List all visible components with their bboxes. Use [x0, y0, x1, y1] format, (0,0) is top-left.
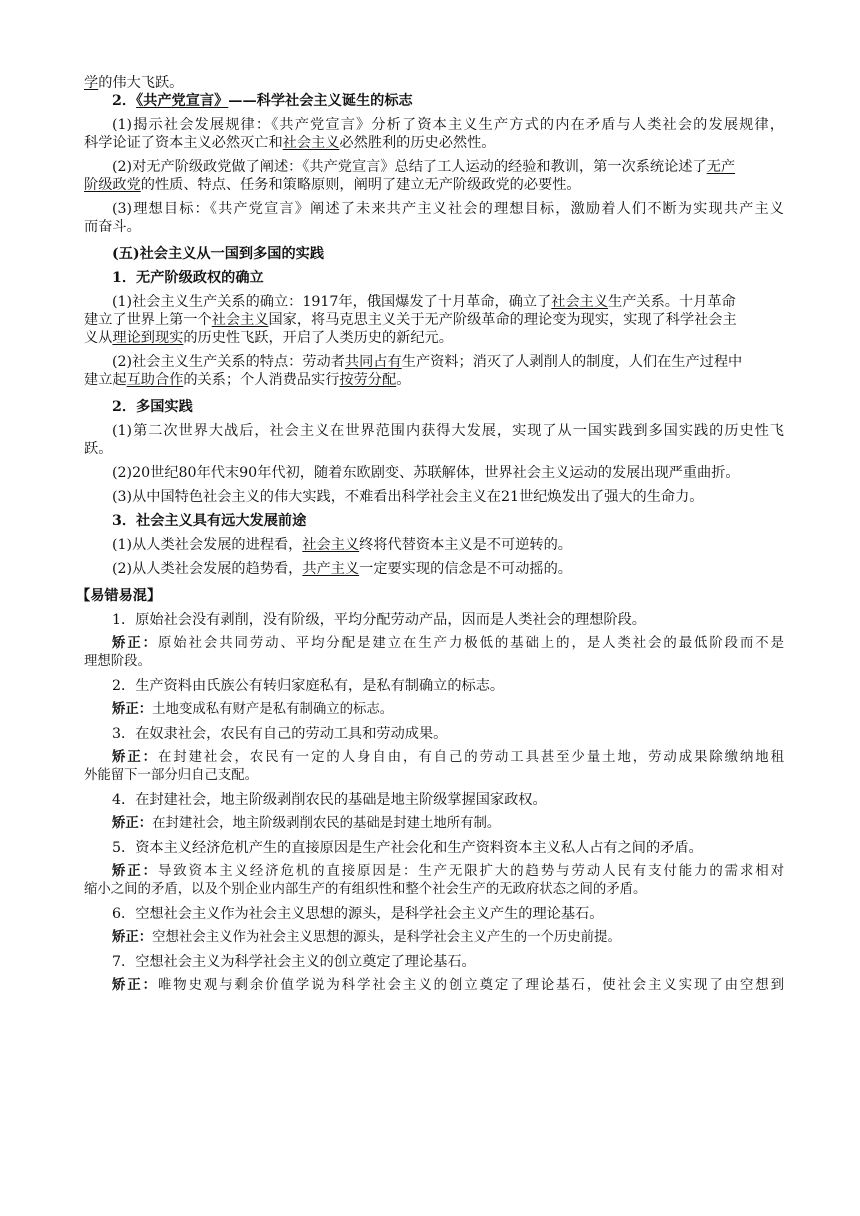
- text-span: 建立了世界上第一个: [84, 312, 212, 328]
- text-span: 2．: [112, 93, 137, 109]
- text-span: (1)社会主义生产关系的确立：1917年，俄国爆发了十月革命，确立了: [112, 294, 552, 310]
- text-line: [84, 134, 784, 152]
- text-line: 4．在封建社会，地主阶级剥削农民的基础是地主阶级掌握国家政权。: [112, 792, 547, 808]
- text-line: [84, 329, 784, 347]
- underlined-term: 社会主义: [551, 294, 609, 310]
- text-line: [84, 311, 784, 329]
- text-line: (2)20世纪80年代末90年代初，随着东欧剧变、苏联解体，世界社会主义运动的发展出现严重曲折。: [112, 465, 740, 481]
- text-line: 跃。: [84, 441, 113, 457]
- text-line: (1)第二次世界大战后，社会主义在世界范围内获得大发展，实现了从一国实践到多国实践的历史性飞: [112, 423, 784, 439]
- underlined-term: 共同占有: [344, 354, 402, 370]
- underlined-term: 共产主义: [302, 561, 360, 577]
- correction-label: 矫正：: [112, 864, 158, 879]
- correction-line: [84, 863, 784, 881]
- text-span: ——科学社会主义诞生的标志: [228, 93, 413, 109]
- text-span: 在封建社会，地主阶级剥削农民的基础是封建土地所有制。: [152, 816, 501, 831]
- text-span: 土地变成私有财产是私有制确立的标志。: [152, 702, 394, 717]
- underlined-term: 学: [84, 75, 99, 91]
- correction-line: [84, 701, 784, 719]
- text-span: 的关系；个人消费品实行: [183, 372, 340, 388]
- text-line: [84, 176, 784, 194]
- document-page: [76, 74, 785, 995]
- text-line: [84, 293, 784, 311]
- text-line: 5．资本主义经济危机产生的直接原因是生产社会化和生产资料资本主义私人占有之间的矛盾。: [112, 840, 703, 856]
- text-span: 国家，将马克思主义关于无产阶级革命的理论变为现实，实现了科学社会主: [268, 312, 737, 328]
- correction-line: [84, 635, 784, 653]
- text-span: 在封建社会，农民有一定的人身自由，有自己的劳动工具甚至少量土地，劳动成果除缴纳地租: [157, 750, 785, 765]
- underlined-term: 社会主义: [302, 537, 360, 553]
- text-span: 建立起: [84, 372, 127, 388]
- text-line: 7．空想社会主义为科学社会主义的创立奠定了理论基石。: [112, 954, 476, 970]
- correction-line: 理想阶段。: [84, 654, 151, 669]
- text-line: 1．原始社会没有剥削，没有阶级，平均分配劳动产品，因而是人类社会的理想阶段。: [112, 612, 646, 628]
- underlined-term: 《共产党宣言》: [136, 93, 229, 109]
- text-line: (1)揭示社会发展规律：《共产党宣言》分析了资本主义生产方式的内在矛盾与人类社会的发展规律，: [112, 117, 784, 133]
- correction-line: [84, 929, 784, 947]
- text-span: 必然胜利的历史必然性。: [339, 135, 496, 151]
- underlined-term: 互助合作: [126, 372, 184, 388]
- text-span: 。: [396, 372, 411, 388]
- text-span: 的伟大飞跃。: [98, 75, 184, 91]
- section-heading: 2．多国实践: [112, 399, 193, 415]
- correction-label: 矫正：: [112, 636, 158, 651]
- underlined-term: 阶级政党: [84, 177, 141, 193]
- text-line: [84, 158, 784, 176]
- text-line: 而奋斗。: [84, 219, 141, 235]
- section-heading: 3．社会主义具有远大发展前途: [112, 513, 307, 529]
- section-heading: (五)社会主义从一国到多国的实践: [112, 246, 325, 262]
- text-span: 科学论证了资本主义必然灭亡和: [84, 135, 283, 151]
- correction-label: 矫正：: [112, 816, 153, 831]
- text-span: 原始社会共同劳动、平均分配是建立在生产力极低的基础上的，是人类社会的最低阶段而不是: [157, 636, 785, 651]
- correction-line: 缩小之间的矛盾，以及个别企业内部生产的有组织性和整个社会生产的无政府状态之间的矛盾。: [84, 882, 647, 897]
- correction-label: 矫正：: [112, 750, 158, 765]
- text-line: [84, 560, 784, 578]
- text-line: [84, 353, 784, 371]
- underlined-term: 社会主义: [211, 312, 269, 328]
- correction-line: [84, 977, 784, 995]
- text-span: 的性质、特点、任务和策略原则，阐明了建立无产阶级政党的必要性。: [140, 177, 581, 193]
- text-line: (3)从中国特色社会主义的伟大实践，不难看出科学社会主义在21世纪焕发出了强大的生命力。: [112, 489, 704, 505]
- text-span: 的历史性飞跃，开启了人类历史的新纪元。: [183, 330, 453, 346]
- text-span: 终将代替资本主义是不可逆转的。: [359, 537, 572, 553]
- text-line: 6．空想社会主义作为社会主义思想的源头，是科学社会主义产生的理论基石。: [112, 906, 604, 922]
- correction-line: 外能留下一部分归自己支配。: [84, 768, 259, 783]
- text-span: 生产资料；消灭了人剥削人的制度，人们在生产过程中: [401, 354, 743, 370]
- text-line: 3．在奴隶社会，农民有自己的劳动工具和劳动成果。: [112, 726, 448, 742]
- text-span: 唯物史观与剩余价值学说为科学社会主义的创立奠定了理论基石，使社会主义实现了由空想到: [157, 978, 785, 993]
- text-span: (2)对无产阶级政党做了阐述：《共产党宣言》总结了工人运动的经验和教训，第一次系统论述了: [112, 159, 707, 175]
- correction-line: [84, 749, 784, 767]
- text-span: 空想社会主义作为社会主义思想的源头，是科学社会主义产生的一个历史前提。: [152, 930, 621, 945]
- underlined-term: 理论到现实: [112, 330, 184, 346]
- section-heading: 1．无产阶级政权的确立: [112, 270, 264, 286]
- underlined-term: 按劳分配: [339, 372, 397, 388]
- text-span: (2)从人类社会发展的趋势看，: [112, 561, 303, 577]
- text-span: (1)从人类社会发展的进程看，: [112, 537, 303, 553]
- text-span: 生产关系。十月革命: [608, 294, 736, 310]
- correction-line: [84, 815, 784, 833]
- section-heading-errors: 【易错易混】: [76, 588, 162, 604]
- correction-label: 矫正：: [112, 978, 158, 993]
- text-line: [84, 74, 784, 92]
- text-line: 2．生产资料由氏族公有转归家庭私有，是私有制确立的标志。: [112, 678, 505, 694]
- correction-label: 矫正：: [112, 930, 153, 945]
- text-line: [84, 536, 784, 554]
- text-span: 义从: [84, 330, 113, 346]
- text-span: 一定要实现的信念是不可动摇的。: [359, 561, 572, 577]
- text-line: (3)理想目标：《共产党宣言》阐述了未来共产主义社会的理想目标，激励着人们不断为实现共产主义: [112, 201, 784, 217]
- text-span: 导致资本主义经济危机的直接原因是：生产无限扩大的趋势与劳动人民有支付能力的需求相对: [157, 864, 785, 879]
- text-span: (2)社会主义生产关系的特点：劳动者: [112, 354, 345, 370]
- underlined-term: 社会主义: [282, 135, 340, 151]
- correction-label: 矫正：: [112, 702, 153, 717]
- underlined-term: 无产: [706, 159, 736, 175]
- text-line: [84, 371, 784, 389]
- section-heading: [84, 92, 784, 110]
